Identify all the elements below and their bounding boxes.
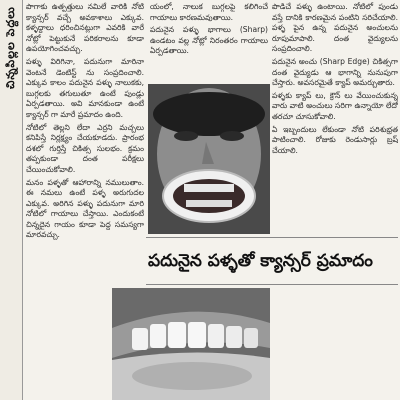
paragraph: యంలో, నాలుక బుగ్గలపై కలిగించే గాయాలు కారణమవుతాయి.	[150, 2, 268, 22]
teeth-photo-illustration	[112, 288, 270, 400]
paragraph: మనం పళ్ళతో ఆహారాన్ని నములుతాం. ఈ నమలు ఉంటే పళ్ళ అరుగుదల ఎక్కువ. అరిగిన పళ్ళు పదునుగా మారి నోటిలో గాయాలు చేస్తాయి. ఎందుకంటే చిన్నదైన గాయం కూడా పెద్ద సమస్యగా మారవచ్చు.	[26, 177, 144, 240]
article-column-2	[150, 2, 268, 82]
photo-teeth-closeup	[112, 288, 270, 400]
headline: పదునైన పళ్ళతో క్యాన్సర్ ప్రమాదం	[148, 251, 373, 271]
side-label: చిన్నపిల్లల పెద్దలు	[4, 6, 17, 89]
paragraph: ఏ ఇబ్బందులు లేకుండా నోటి పరిశుభ్రత పాటించాలి. రోజుకు రెండుసార్లు బ్రష్ చేయాలి.	[272, 124, 398, 155]
paragraph: పదునైన అంచు (Sharp Edge) చికిత్సగా దంత వైద్యుడు ఆ భాగాన్ని నునుపుగా చేస్తారు. అవసరమైతే క్యాప్ అమర్చుతారు.	[272, 56, 398, 88]
photo-face-cheek-retractor	[148, 84, 270, 234]
paragraph: నోటిలో తెల్లని లేదా ఎర్రని మచ్చలు కనిపిస్తే నిర్లక్ష్యం చేయకూడదు. ప్రారంభ దశలో గుర్తిస్తే చికిత్స సులభం. క్రమం తప్పకుండా దంత పరీక్షలు చేయించుకోవాలి.	[26, 122, 144, 174]
paragraph: పళ్ళు విరిగినా, పదునుగా మారినా వెంటనే డెంటిస్ట్ ను సంప్రదించాలి. ఎక్కువ కాలం పదునైన పళ్ళు నాలుకకు, బుగ్గలకు తగులుతూ ఉంటే పుండ్లు ఏర్పడతాయి. అవి మానకుండా ఉంటే క్యాన్సర్ గా మారే ప్రమాదం ఉంది.	[26, 56, 144, 119]
paragraph: పదునైన పళ్ళు భాగాలు (Sharp) ఉండటం వల్ల నోట్లో నిరంతరం గాయాలు ఏర్పడతాయి.	[150, 25, 268, 56]
face-photo-illustration	[148, 84, 270, 234]
paragraph: పొగాకు ఉత్పత్తులు నమిలే వారికి నోటి క్యాన్సర్ వచ్చే అవకాశాలు ఎక్కువ. కళ్ళద్దాలు ధరించినట్లుగా ఎవరికి వారే నోట్లో పెట్టుకునే పరికరాలను కూడా ఉపయోగించవచ్చు.	[26, 2, 144, 54]
paragraph: పొడిచే పళ్ళు ఉంటాయి. నోటిలో పుండు వస్తే దానికి కారణమైన పంటిని సరిచేయాలి. పళ్ళ పైన ఉన్న పదునైన అంచులను రూపుమాపాలి. దంత వైద్యులను సంప్రదించాలి.	[272, 2, 398, 54]
article-column-3	[272, 2, 398, 400]
paragraph: పళ్ళకు క్యాప్ లు, క్రౌన్ లు వేయించుకున్న వారు వాటి అంచులు సరిగా ఉన్నాయో లేదో తరచూ చూసుకోవాలి.	[272, 90, 398, 121]
side-strip	[0, 0, 23, 400]
